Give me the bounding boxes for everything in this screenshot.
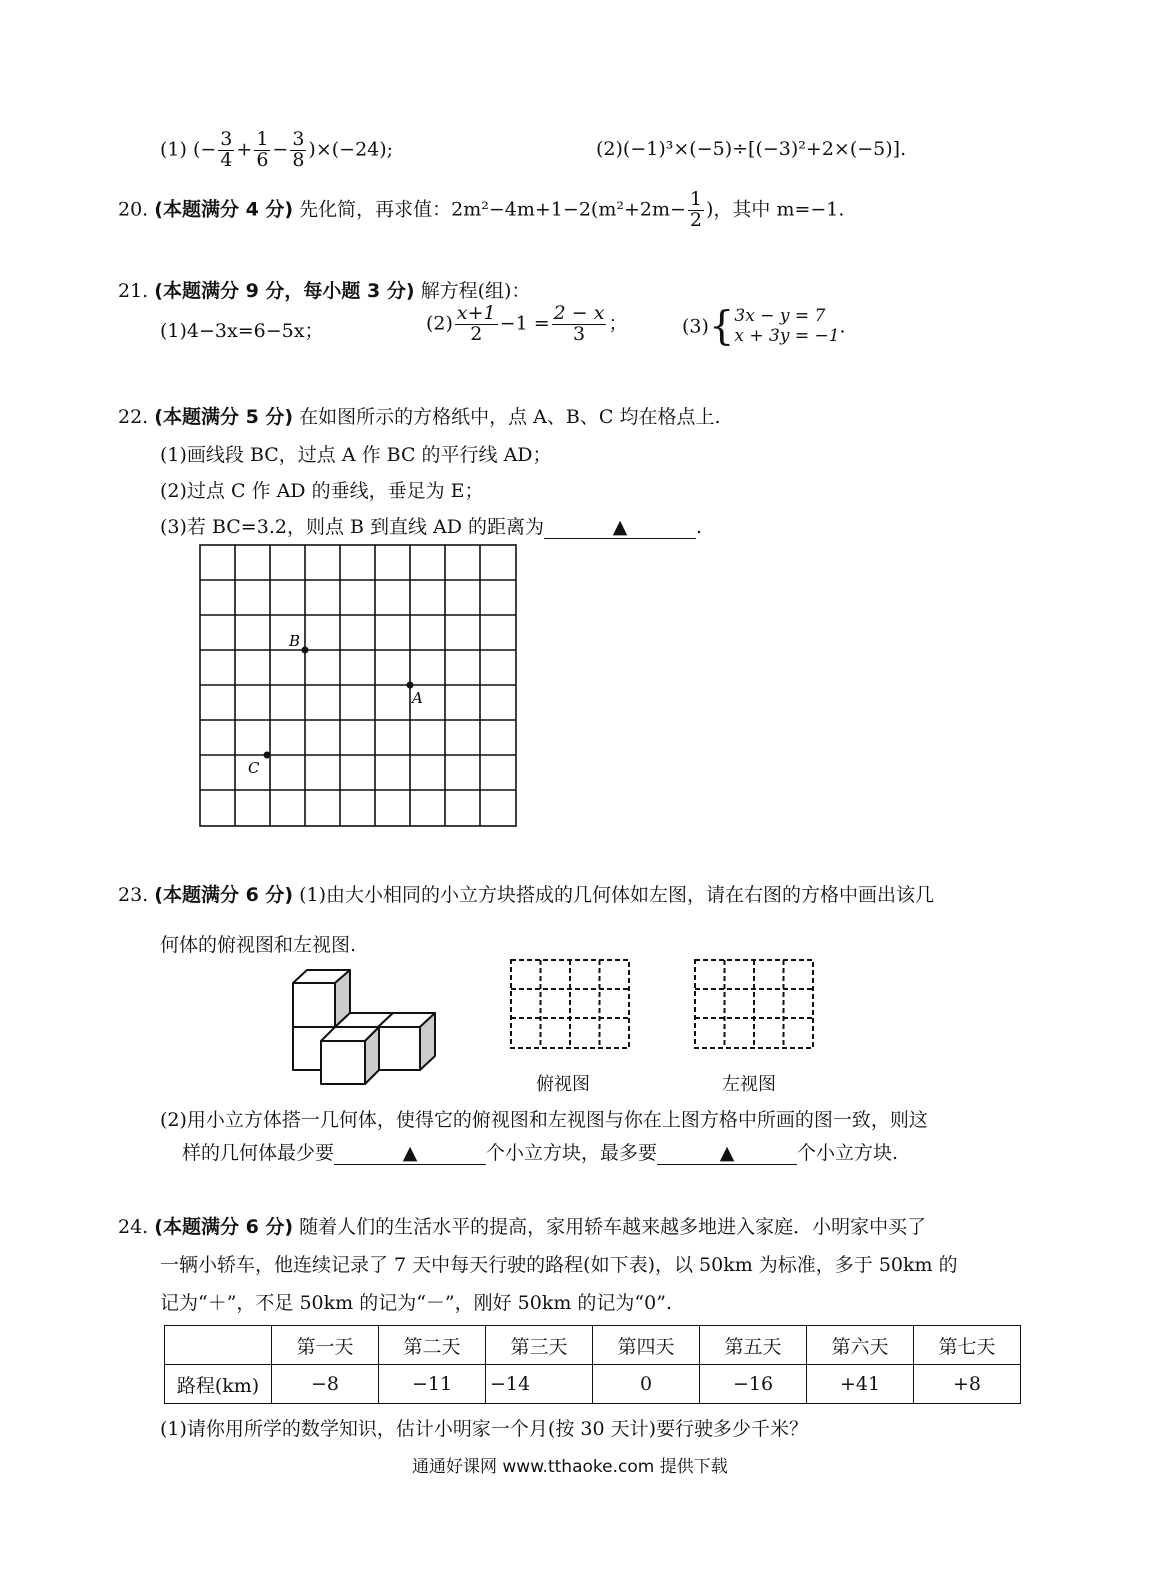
table-cell: −16: [700, 1365, 807, 1404]
q21-text: 解方程(组)：: [420, 280, 531, 302]
table-header-cell: 第七天: [914, 1326, 1021, 1365]
q20-text-b: )，其中 m=−1.: [706, 198, 845, 221]
table-header-cell: [165, 1326, 272, 1365]
question-tag: (本题满分 6 分): [154, 1216, 294, 1238]
q24-line3: 记为“＋”，不足 50km 的记为“－”，刚好 50km 的记为“0”.: [160, 1292, 672, 1314]
q23-text1: (1)由大小相同的小立方块搭成的几何体如左图，请在右图的方格中画出该几: [299, 884, 935, 906]
q19-p1-prefix: (1) (−: [160, 138, 217, 161]
fraction: $\frac{3}{8}$: [292, 128, 305, 171]
q23-part2-line2: 样的几何体最少要 ▲ 个小立方块，最多要 ▲ 个小立方块.: [182, 1142, 899, 1164]
answer-blank: ▲: [544, 516, 696, 539]
q20-text-a: 先化简，再求值：2m²−4m+1−2(m²+2m−: [299, 198, 686, 221]
page-footer: 通通好课网 www.tthaoke.com 提供下载: [412, 1457, 728, 1477]
question-tag: (本题满分 5 分): [154, 406, 294, 428]
question-tag: (本题满分 6 分): [154, 884, 294, 906]
label-a: A: [412, 689, 423, 707]
table-header-cell: 第二天: [379, 1326, 486, 1365]
q21-part3: (3){ 3x − y = 7 x + 3y = −1 .: [682, 303, 846, 350]
question-tag: (本题满分 4 分): [154, 198, 294, 221]
table-cell: −11: [379, 1365, 486, 1404]
table-header-cell: 第三天: [486, 1326, 593, 1365]
q19-p1-suffix: )×(−24);: [308, 138, 394, 161]
cube-solid-figure: [285, 965, 445, 1090]
table-header-cell: 第六天: [807, 1326, 914, 1365]
q19-part1: (1) (− $\frac{3}{4}$ + $\frac{1}{6}$ − $\frac{3}{8}$ )×(−24);: [160, 128, 394, 171]
table-cell: 0: [593, 1365, 700, 1404]
q22-grid-figure: [195, 540, 525, 832]
left-view-caption: 左视图: [722, 1074, 776, 1095]
top-view-grid[interactable]: [506, 955, 636, 1055]
grid-lines: [200, 545, 516, 826]
fraction: $\frac{2 - x}{3}$: [553, 302, 605, 345]
fraction: $\frac{3}{4}$: [220, 128, 233, 171]
distance-table: [164, 1325, 1021, 1404]
fraction: $\frac{x+1}{2}$: [456, 302, 496, 345]
table-header-cell: 第五天: [700, 1326, 807, 1365]
q19-part2: (2)(−1)³×(−5)÷[(−3)²+2×(−5)].: [596, 138, 907, 160]
fraction: $\frac{1}{6}$: [256, 128, 269, 171]
brace-icon: {: [708, 303, 735, 350]
table-row: [165, 1365, 1021, 1404]
top-view-caption: 俯视图: [536, 1074, 590, 1095]
q22-text: 在如图所示的方格纸中，点 A、B、C 均在格点上.: [299, 406, 721, 428]
q22-step2: (2)过点 C 作 AD 的垂线，垂足为 E；: [160, 480, 484, 502]
table-cell: 路程(km): [165, 1365, 272, 1404]
question-number: 20.: [118, 198, 149, 221]
table-cell: +8: [914, 1365, 1021, 1404]
q23-part2-line1: (2)用小立方体搭一几何体，使得它的俯视图和左视图与你在上图方格中所画的图一致，则这: [160, 1109, 928, 1131]
label-c: C: [248, 759, 260, 777]
q21-header: [118, 276, 530, 303]
q24-line1: 随着人们的生活水平的提高，家用轿车越来越多地进入家庭．小明家中买了: [299, 1216, 927, 1238]
table-header-cell: 第四天: [593, 1326, 700, 1365]
question-number: 21.: [118, 280, 149, 302]
q22-step1: (1)画线段 BC，过点 A 作 BC 的平行线 AD；: [160, 444, 552, 466]
question-number: 23.: [118, 884, 149, 906]
left-view-grid[interactable]: [690, 955, 820, 1055]
question-number: 22.: [118, 406, 149, 428]
q24-part1: (1)请你用所学的数学知识，估计小明家一个月(按 30 天计)要行驶多少千米？: [160, 1418, 808, 1440]
label-b: B: [289, 632, 301, 650]
q20: [118, 190, 844, 231]
q22-header: [118, 402, 720, 429]
point-b: [302, 647, 309, 654]
q21-part1: (1)4−3x=6−5x；: [160, 320, 324, 342]
answer-blank-max: ▲: [657, 1142, 797, 1165]
table-cell: −8: [272, 1365, 379, 1404]
table-cell: −14: [486, 1365, 593, 1404]
q24-header: [118, 1212, 926, 1239]
point-a: [407, 682, 414, 689]
table-cell: +41: [807, 1365, 914, 1404]
q23-text2: 何体的俯视图和左视图.: [160, 934, 357, 956]
point-c: [264, 752, 271, 759]
q22-step3: (3)若 BC=3.2，则点 B 到直线 AD 的距离为 ▲ .: [160, 516, 703, 538]
table-header-cell: 第一天: [272, 1326, 379, 1365]
q21-part2: (2) $\frac{x+1}{2}$ −1 = $\frac{2 - x}{3}$ ；: [426, 302, 628, 345]
answer-blank-min: ▲: [334, 1142, 486, 1165]
fraction: $\frac{1}{2}$: [689, 188, 702, 231]
q24-line2: 一辆小轿车，他连续记录了 7 天中每天行驶的路程(如下表)，以 50km 为标准，多于 50km 的: [160, 1254, 958, 1276]
question-tag: (本题满分 9 分，每小题 3 分): [154, 280, 415, 302]
q23-header: [118, 880, 934, 907]
question-number: 24.: [118, 1216, 149, 1238]
table-header-row: [165, 1326, 1021, 1365]
